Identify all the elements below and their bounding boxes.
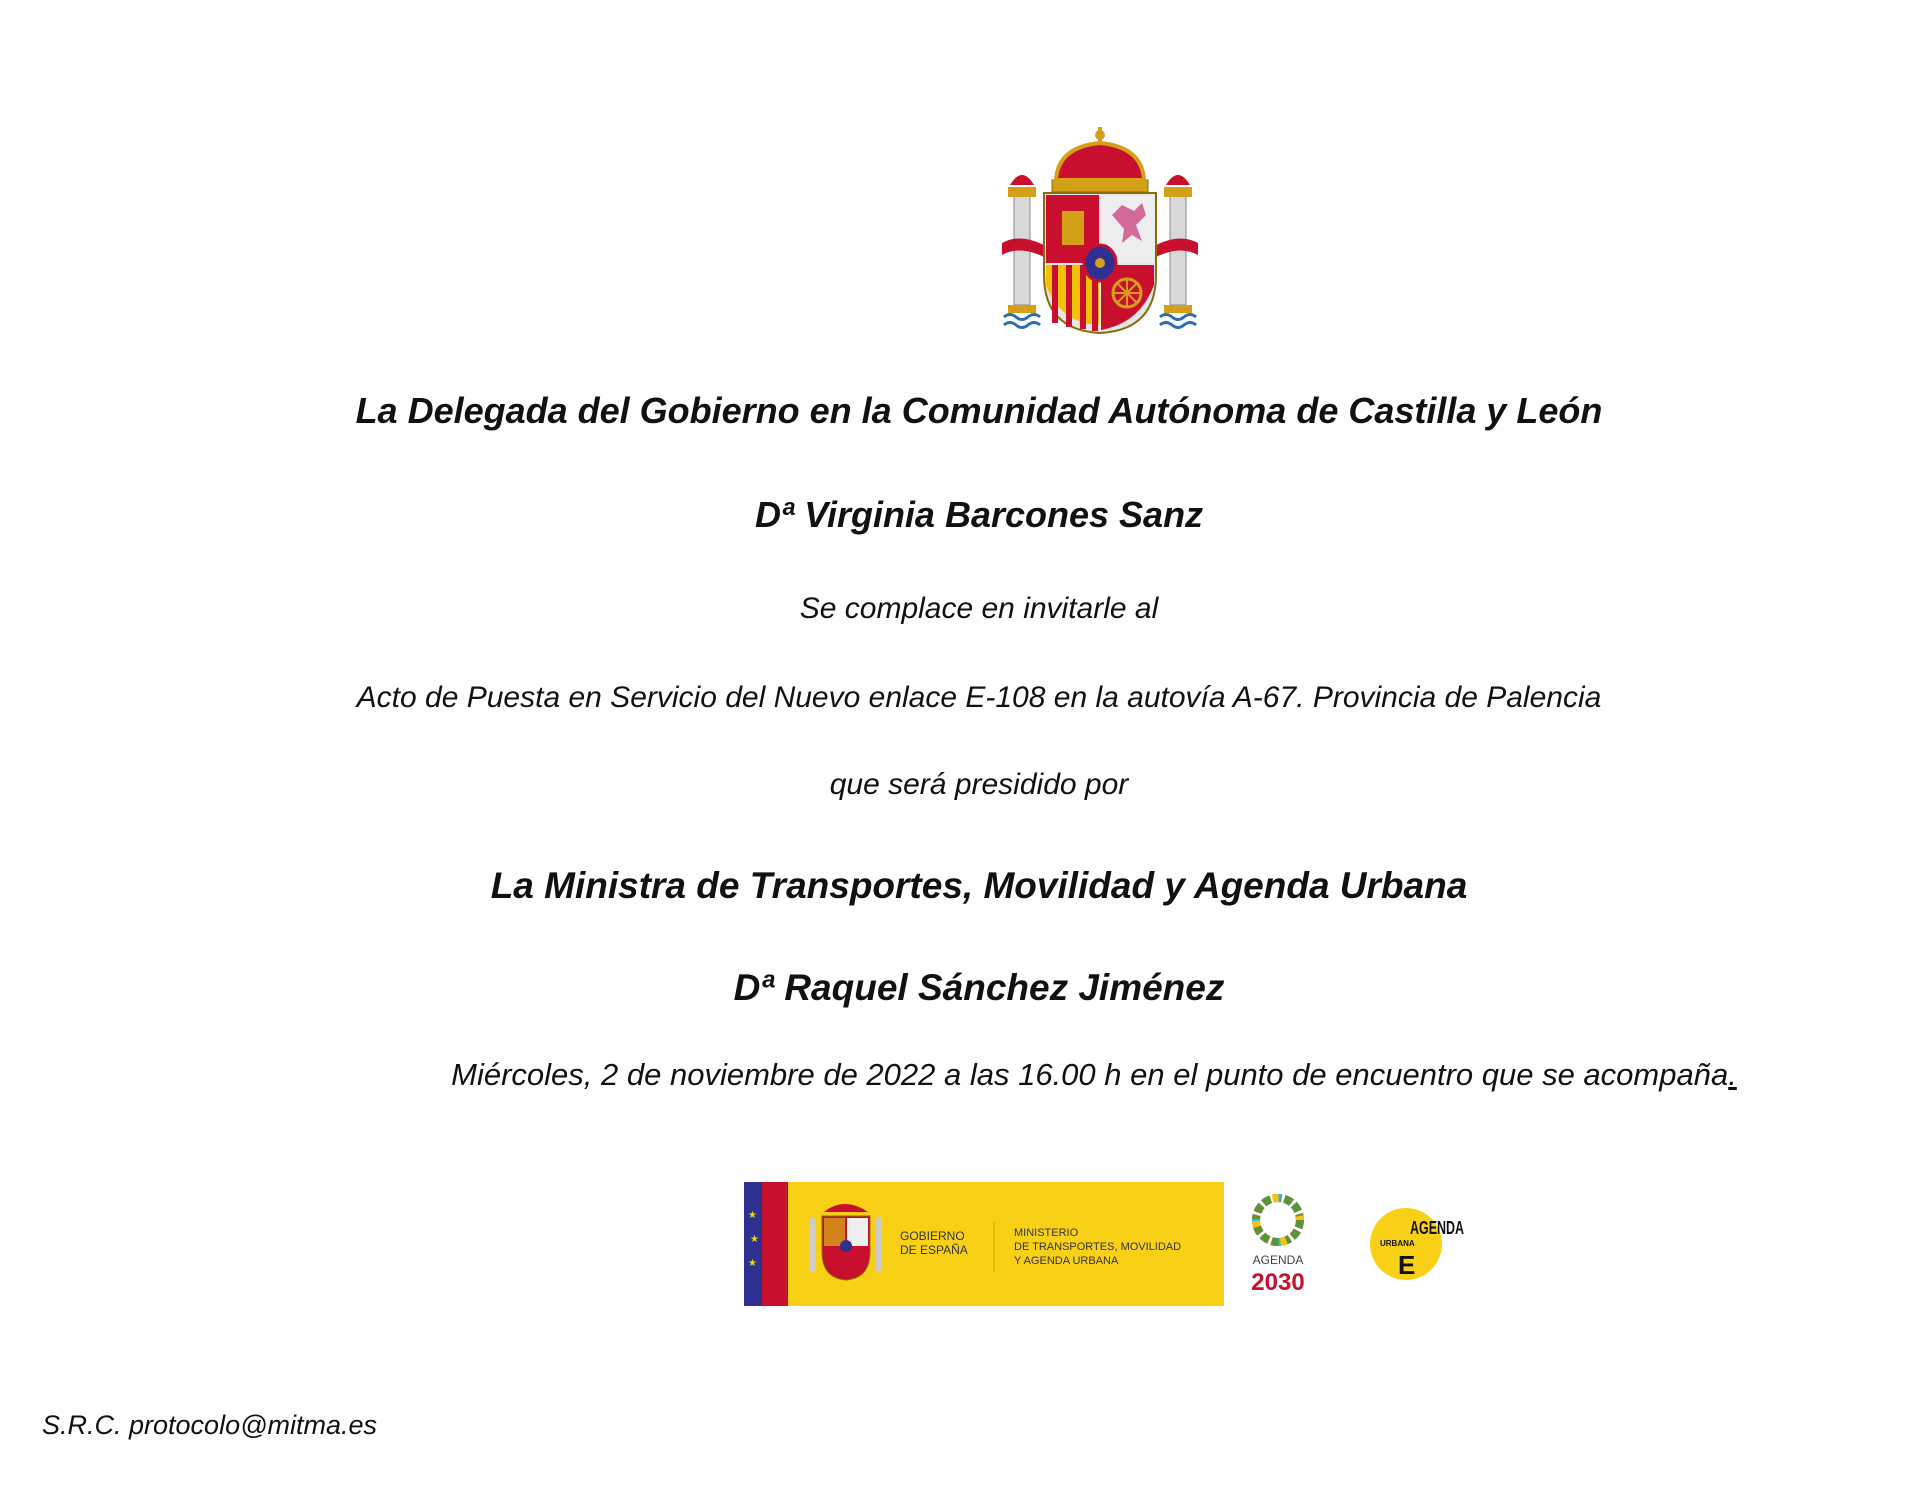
svg-text:★: ★: [748, 1210, 757, 1221]
event-datetime-text: Miércoles, 2 de noviembre de 2022 a las 16.00 h en el punto de encuentro que se acompaña: [451, 1057, 1729, 1092]
minister-name: Dª Raquel Sánchez Jiménez: [733, 967, 1225, 1008]
event-datetime-end: .: [1728, 1057, 1737, 1092]
event-datetime: [0, 1057, 1920, 1093]
ministerio-line-1: MINISTERIO: [1014, 1227, 1079, 1239]
agenda2030-year: 2030: [1251, 1269, 1305, 1296]
svg-text:★: ★: [750, 1234, 759, 1245]
agenda2030-label: AGENDA: [1252, 1253, 1304, 1267]
agenda-urbana-line-1: AGENDA: [1410, 1218, 1464, 1238]
agenda-urbana-line-3: E: [1398, 1250, 1416, 1280]
delegate-name: Dª Virginia Barcones Sanz: [754, 494, 1204, 535]
rsvp-contact: S.R.C. protocolo@mitma.es: [42, 1410, 378, 1440]
presided-by: que será presidido por: [829, 768, 1129, 801]
spain-coat-of-arms-icon: [1000, 125, 1200, 340]
institutional-logos: [744, 1182, 1464, 1306]
svg-text:★: ★: [748, 1258, 757, 1269]
ministerio-line-2: DE TRANSPORTES, MOVILIDAD: [1014, 1241, 1182, 1253]
gobierno-line-2: DE ESPAÑA: [900, 1243, 968, 1257]
crown-icon: [1052, 127, 1148, 192]
delegate-title: La Delegada del Gobierno en la Comunidad Autónoma de Castilla y León: [355, 390, 1603, 431]
agenda-urbana-line-2: URBANA: [1380, 1239, 1415, 1248]
invitation-intro: Se complace en invitarle al: [799, 592, 1159, 625]
agenda-2030-wheel-icon: [1256, 1198, 1300, 1242]
ministerio-line-3: Y AGENDA URBANA: [1014, 1255, 1119, 1267]
event-description: Acto de Puesta en Servicio del Nuevo enlace E-108 en la autovía A-67. Provincia de Palencia: [356, 681, 1602, 714]
gobierno-line-1: GOBIERNO: [900, 1229, 965, 1243]
minister-title: La Ministra de Transportes, Movilidad y Agenda Urbana: [490, 865, 1468, 906]
shield-icon: [1044, 193, 1156, 333]
